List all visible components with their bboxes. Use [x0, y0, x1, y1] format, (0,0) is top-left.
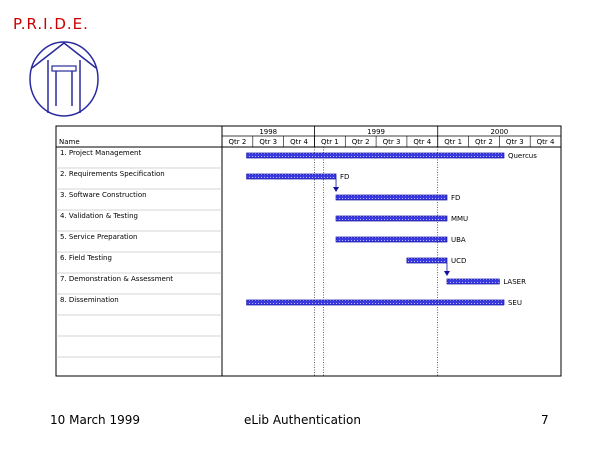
- task-name: 6. Field Testing: [60, 254, 112, 262]
- quarter-header: Qtr 2: [475, 138, 493, 146]
- task-owner-label: UCD: [450, 257, 467, 265]
- task-name: 8. Dissemination: [60, 296, 119, 304]
- logo-text: P.R.I.D.E.: [13, 15, 89, 33]
- task-bar: [336, 195, 447, 200]
- gantt-rows: [56, 149, 222, 357]
- footer-page-number: 7: [541, 413, 549, 427]
- task-owner-label: UBA: [450, 236, 466, 244]
- quarter-header: Qtr 2: [228, 138, 247, 146]
- task-name: 7. Demonstration & Assessment: [60, 275, 174, 283]
- name-column-header: Name: [59, 138, 80, 146]
- task-name: 2. Requirements Specification: [60, 170, 165, 178]
- year-header: 2000: [490, 128, 509, 136]
- year-header: 1999: [367, 128, 386, 136]
- task-bar: [247, 300, 504, 305]
- task-bar: [336, 216, 447, 221]
- task-bar: [336, 237, 447, 242]
- quarter-header: Qtr 3: [505, 138, 524, 146]
- task-name: 5. Service Preparation: [60, 233, 138, 241]
- footer-date: 10 March 1999: [50, 413, 141, 427]
- task-bar: [407, 258, 447, 263]
- gantt-bars: [247, 152, 538, 307]
- task-name: 1. Project Management: [60, 149, 142, 157]
- quarter-header: Qtr 4: [413, 138, 432, 146]
- gantt-border: [56, 126, 561, 376]
- task-name: 4. Validation & Testing: [60, 212, 138, 220]
- task-owner-label: FD: [450, 194, 461, 202]
- task-owner-label: SEU: [507, 299, 522, 307]
- task-owner-label: LASER: [503, 278, 526, 286]
- task-owner-label: MMU: [450, 215, 469, 223]
- task-bar: [247, 174, 336, 179]
- year-header: 1998: [259, 128, 278, 136]
- quarter-header: Qtr 4: [290, 138, 308, 146]
- quarter-header: Qtr 1: [444, 138, 463, 146]
- task-owner-label: FD: [340, 173, 350, 181]
- quarter-header: Qtr 3: [382, 138, 401, 146]
- task-owner-label: Quercus: [507, 152, 537, 160]
- quarter-header: Qtr 3: [259, 138, 278, 146]
- dependency-arrow-head: [444, 271, 450, 276]
- quarter-header: Qtr 4: [536, 138, 555, 146]
- quarter-header: Qtr 2: [351, 138, 370, 146]
- task-name: 3. Software Construction: [60, 191, 147, 199]
- gantt-frame: [56, 126, 561, 376]
- task-bar: [247, 153, 504, 158]
- footer-title: eLib Authentication: [244, 413, 361, 427]
- dependency-arrow-head: [333, 187, 339, 192]
- task-bar: [447, 279, 499, 284]
- quarter-header: Qtr 1: [320, 138, 339, 146]
